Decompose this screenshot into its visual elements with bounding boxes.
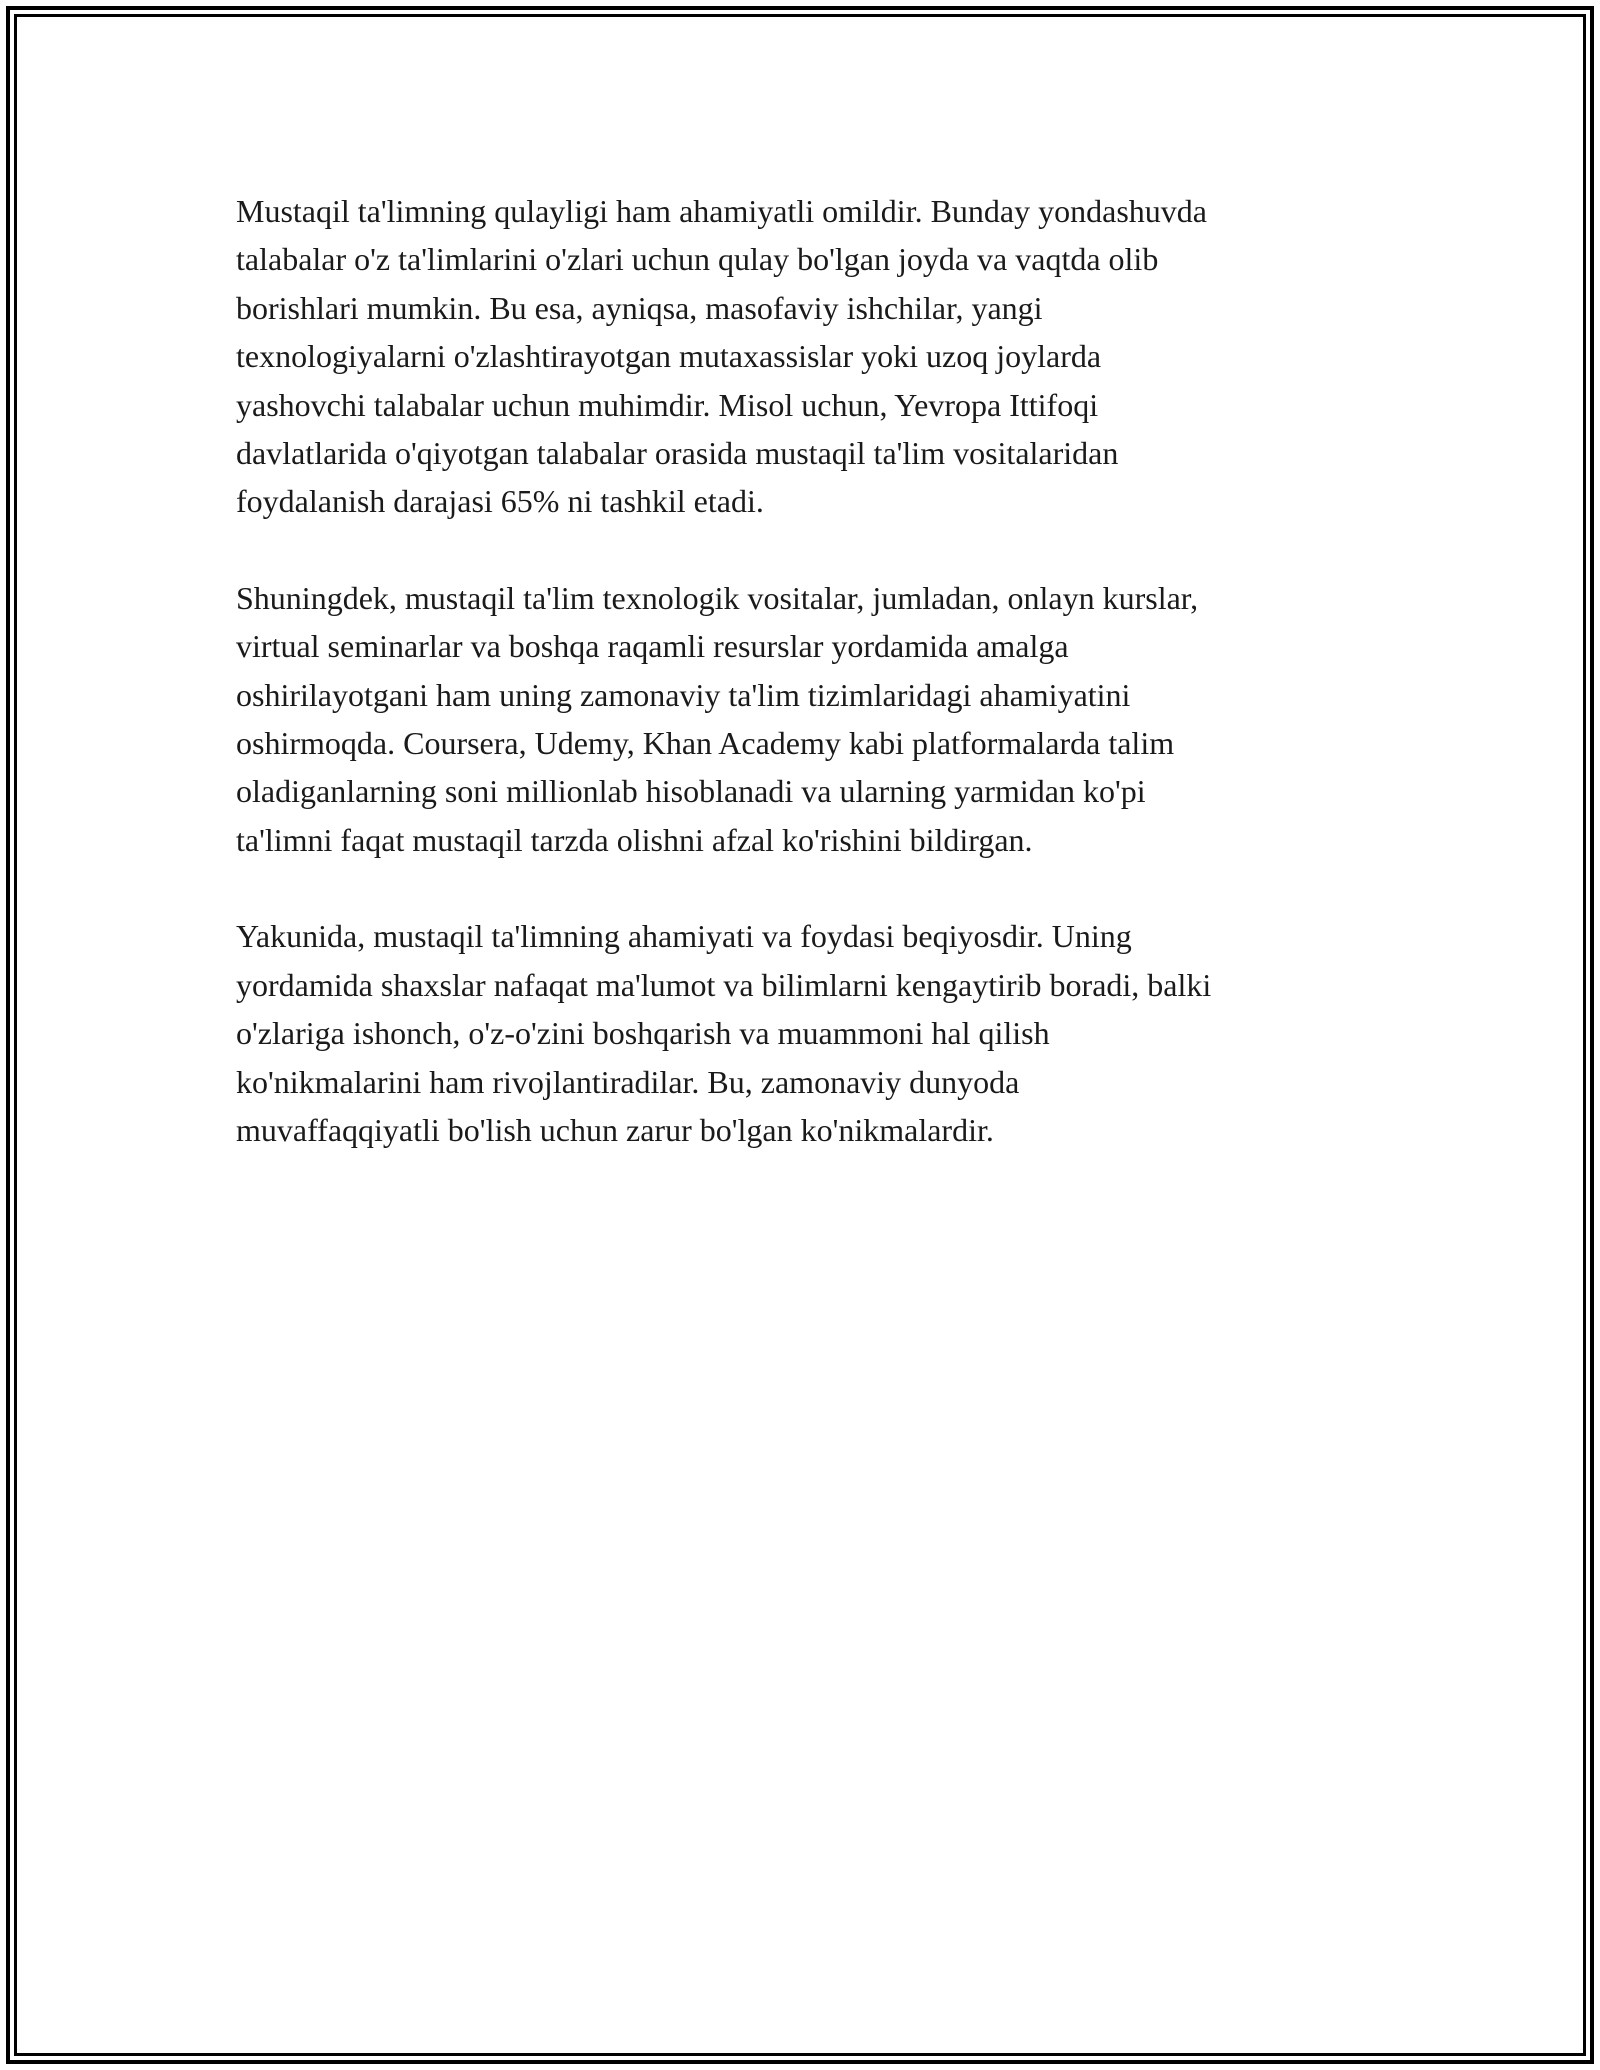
text-line: oshirmoqda. Coursera, Udemy, Khan Academy kabi platformalarda talim	[236, 725, 1175, 762]
paragraph-1	[236, 187, 1366, 526]
text-line: talabalar o'z ta'limlarini o'zlari uchun qulay bo'lgan joyda va vaqtda olib	[236, 241, 1159, 278]
text-line: yordamida shaxslar nafaqat ma'lumot va bilimlarni kengaytirib boradi, balki	[236, 966, 1212, 1003]
text-line: Yakunida, mustaqil ta'limning ahamiyati va foydasi beqiyosdir. Uning	[236, 918, 1132, 955]
paragraph-2	[236, 574, 1366, 864]
text-line: Shuningdek, mustaqil ta'lim texnologik vositalar, jumladan, onlayn kurslar,	[236, 579, 1199, 616]
text-line: texnologiyalarni o'zlashtirayotgan mutaxassislar yoki uzoq joylarda	[236, 338, 1102, 375]
text-line: Mustaqil ta'limning qulayligi ham ahamiyatli omildir. Bunday yondashuvda	[236, 193, 1207, 229]
text-line: ko'nikmalarini ham rivojlantiradilar. Bu, zamonaviy dunyoda	[236, 1063, 1020, 1100]
text-line: o'zlariga ishonch, o'z-o'zini boshqarish va muammoni hal qilish	[236, 1015, 1050, 1052]
text-line: borishlari mumkin. Bu esa, ayniqsa, masofaviy ishchilar, yangi	[236, 289, 1043, 326]
text-line: virtual seminarlar va boshqa raqamli resurslar yordamida amalga	[236, 628, 1069, 665]
text-line: foydalanish darajasi 65% ni tashkil etadi.	[236, 483, 764, 520]
text-line: yashovchi talabalar uchun muhimdir. Misol uchun, Yevropa Ittifoqi	[236, 386, 1099, 423]
paragraph-3	[236, 912, 1366, 1154]
text-line: muvaffaqqiyatli bo'lish uchun zarur bo'lgan ko'nikmalardir.	[236, 1111, 994, 1148]
text-line: davlatlarida o'qiyotgan talabalar orasida mustaqil ta'lim vositalaridan	[236, 435, 1119, 472]
text-line: oshirilayotgani ham uning zamonaviy ta'lim tizimlaridagi ahamiyatini	[236, 676, 1131, 713]
document-body	[236, 187, 1366, 1202]
text-line: oladiganlarning soni millionlab hisoblanadi va ularning yarmidan ko'pi	[236, 773, 1146, 810]
text-line: ta'limni faqat mustaqil tarzda olishni afzal ko'rishini bildirgan.	[236, 821, 1033, 858]
